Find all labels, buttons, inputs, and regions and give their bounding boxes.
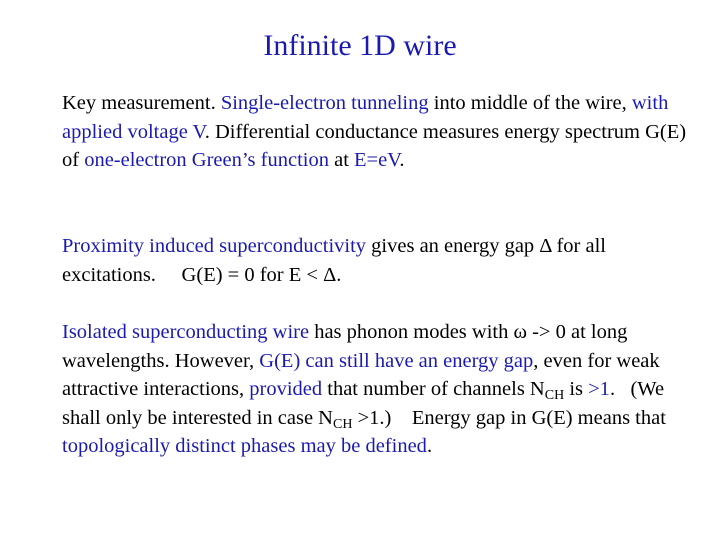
highlight-run: with applied voltage V xyxy=(62,92,669,143)
text-run: . (We shall only be interested in case N xyxy=(62,378,670,429)
highlight-run: topologically distinct phases may be defined xyxy=(62,435,427,457)
highlight-run: Single-electron tunneling xyxy=(220,92,429,114)
text-run: Key measurement. xyxy=(62,92,221,114)
highlight-run: provided xyxy=(249,378,323,400)
slide-title: Infinite 1D wire xyxy=(263,29,457,62)
text-run: . xyxy=(399,149,405,171)
subscript-ch: CH xyxy=(544,388,565,403)
text-run: gives an energy gap Δ for all excitations. G(E) = 0 for E < Δ. xyxy=(62,235,612,286)
highlight-run: Isolated superconducting wire xyxy=(62,321,310,343)
highlight-run: E=eV xyxy=(354,149,400,171)
paragraph-proximity xyxy=(62,232,702,289)
text-run: . Differential conductance measures energy spectrum G(E) of xyxy=(62,120,687,171)
highlight-run: >1 xyxy=(588,378,610,400)
text-run: into middle of the wire, xyxy=(428,92,632,114)
highlight-run: Proximity induced superconductivity xyxy=(62,235,367,257)
text-run: >1.) Energy gap in G(E) means that xyxy=(352,406,672,429)
subscript-ch: CH xyxy=(332,416,353,432)
paragraph-isolated-wire xyxy=(62,318,702,461)
text-run: has phonon modes with ω -> 0 at long wavelengths. However, xyxy=(62,321,628,372)
highlight-run: one-electron Green’s function xyxy=(84,149,329,171)
text-run: that number of channels N xyxy=(322,378,545,400)
highlight-run: G(E) can still have an energy gap xyxy=(259,349,534,372)
paragraph-key-measurement xyxy=(62,89,702,175)
text-run: at xyxy=(328,149,355,171)
text-run: . xyxy=(426,435,433,457)
text-run: , even for weak attractive interactions, xyxy=(62,349,660,400)
text-run: is xyxy=(564,378,589,400)
